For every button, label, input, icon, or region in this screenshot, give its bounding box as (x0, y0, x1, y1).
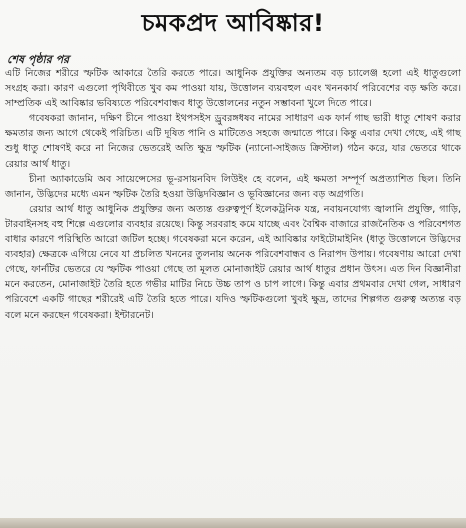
paragraph-1: এটি নিজের শরীরে স্ফটিক আকারে তৈরি করতে পারে। আধুনিক প্রযুক্তির অন্যতম বড় চ্যালেঞ্জ হলো এই ধাতুগুলো সংগ্রহ করা। কারণ এগুলো পৃথিবীতে খুব কম পাওয়া যায়, উত্তোলন ব্যয়বহুল এবং খননকার্য পরিবেশের বড় ক্ষতি করে। সাম্প্রতিক এই আবিষ্কার ভবিষ্যতে পরিবেশবান্ধব ধাতু উত্তোলনের নতুন সম্ভাবনা খুলে দিতে পারে। (5, 68, 461, 110)
headline: চমকপ্রদ আবিষ্কার! (141, 9, 325, 37)
paragraph-3: চীনা অ্যাকাডেমি অব সায়েন্সেসের ভূ-রসায়নবিদ লিউইং হে বলেন, এই ক্ষমতা সম্পূর্ণ অপ্রত্যাশিত ছিল। তিনি জানান, উদ্ভিদের মধ্যে এমন স্ফটিক তৈরি হওয়া উদ্ভিদবিজ্ঞান ও ভূবিজ্ঞানের জন্য বড় অগ্রগতি। (5, 173, 461, 200)
paragraph-2: গবেষকরা জানান, দক্ষিণ চীনে পাওয়া ইথপসইস ড্রুবরঙ্গধষব নামের সাধারণ এক ফার্ন গাছ ভারী ধাতু শোষণ করার ক্ষমতার জন্য আগে থেকেই পরিচিত। এটি দূষিত পানি ও মাটিতেও সহজে জন্মাতে পারে। কিন্তু এবার দেখা গেছে, এই গাছ শুধু ধাতু শোষণই করে না নিজের ভেতরেই অতি ক্ষুদ্র স্ফটিক (ন্যানো-সাইজড ক্রিস্টাল) গঠন করে, যার ভেতরে থাকে রেয়ার আর্থ ধাতু। (5, 113, 461, 170)
headline-box (4, 2, 462, 48)
article-body (5, 66, 461, 323)
paragraph-4: রেয়ার আর্থ ধাতু আধুনিক প্রযুক্তির জন্য অত্যন্ত গুরুত্বপূর্ণ ইলেকট্রনিক যন্ত্র, নবায়নযোগ্য জ্বালানি প্রযুক্তি, গাড়ি, টারবাইনসহ বহু শিল্পে এগুলোর ব্যবহার রয়েছে। কিন্তু সরবরাহ কমে যাচ্ছে এবং বৈশ্বিক বাজারে রাজনৈতিক ও পরিবেশগত বাধার কারণে পরিস্থিতি আরো জটিল হচ্ছে। গবেষকরা মনে করেন, এই আবিষ্কার ফাইটোমাইনিং (ধাতু উত্তোলনে উদ্ভিদের ব্যবহার) ক্ষেত্রকে এগিয়ে নেবে যা প্রচলিত খননের তুলনায় অনেক পরিবেশবান্ধব ও নিরাপদ উপায়। গবেষণায় আরো দেখা গেছে, ফার্নটির ভেতরে যে স্ফটিক পাওয়া গেছে তা মূলত মোনাজাইট রেয়ার আর্থ ধাতুর প্রধান উৎস। এত দিন বিজ্ঞানীরা মনে করতেন, মোনাজাইট তৈরি হতে গভীর মাটির নিচে উচ্চ তাপ ও চাপ লাগে। কিন্তু এবার প্রথমবার দেখা গেল, সাধারণ পরিবেশে একটি গাছের শরীরেই এটি তৈরি হতে পারে। যদিও স্ফটিকগুলো খুবই ক্ষুদ্র, তাদের শিল্পগত গুরুত্ব অত্যন্ত বড় বলে মনে করছেন গবেষকরা। ইন্টারনেট। (5, 203, 461, 321)
page-edge-shadow (0, 518, 466, 528)
continued-from-label: শেষ পৃষ্ঠার পর (7, 53, 70, 66)
